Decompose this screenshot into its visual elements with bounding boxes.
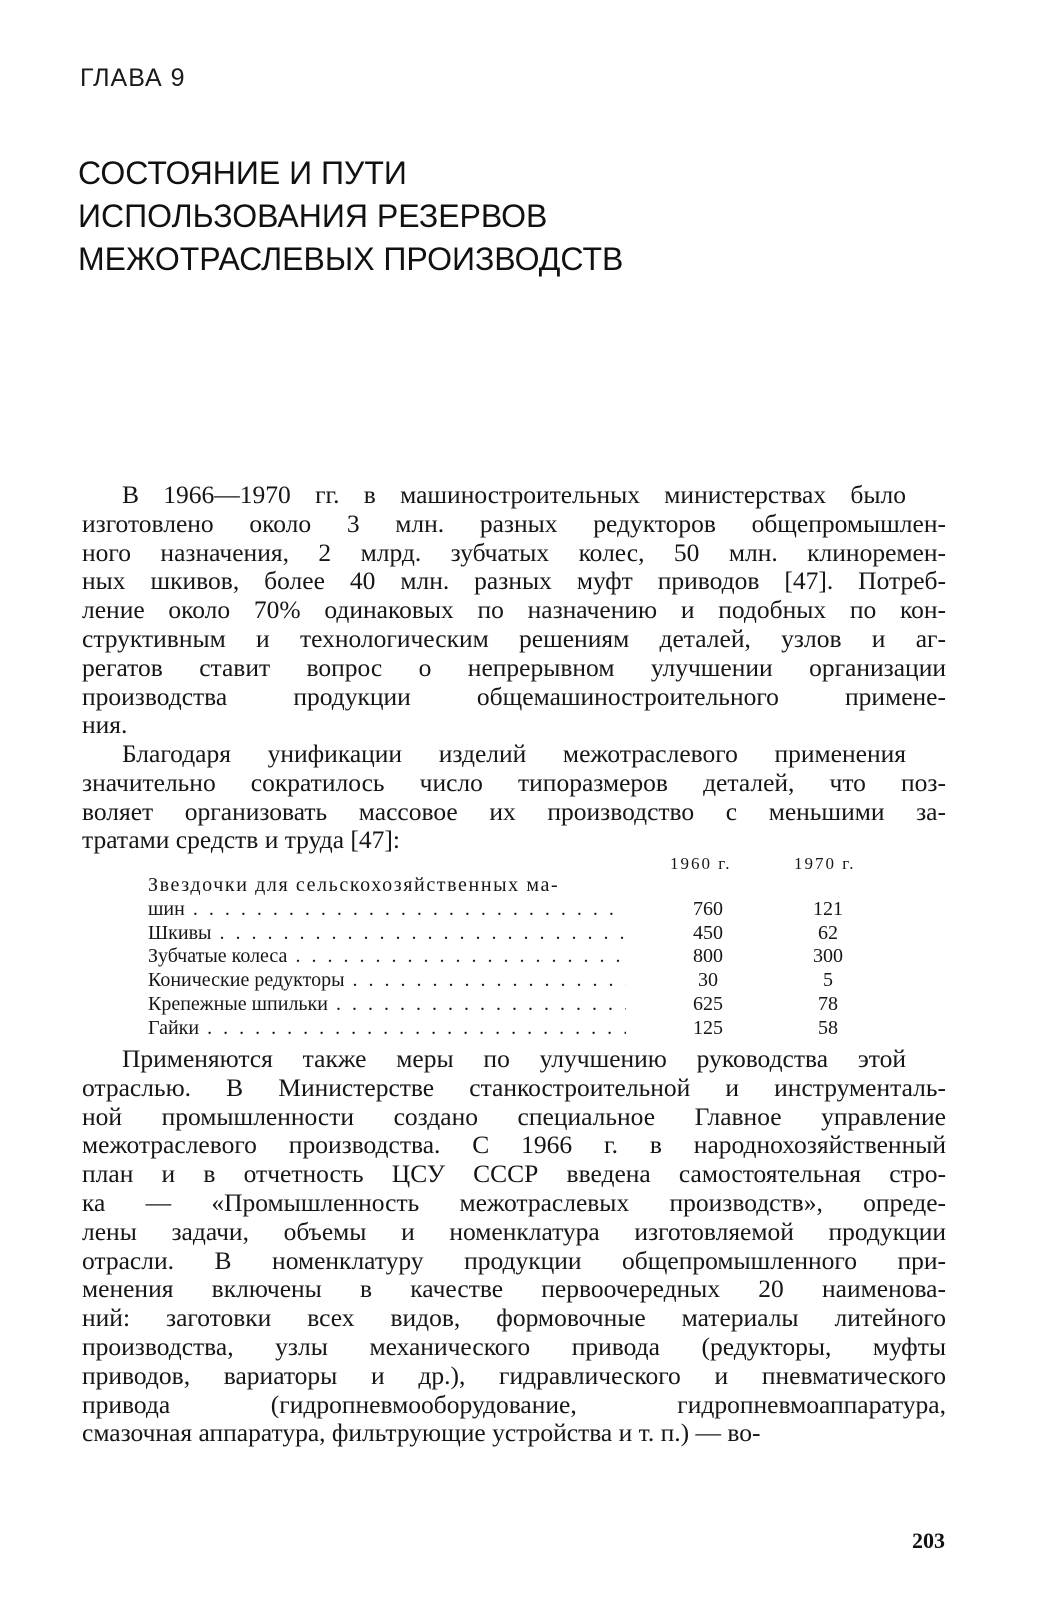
paragraph-line: ной промышленности создано специальное Главное управление xyxy=(82,1101,946,1131)
row-label: Конические редукторы . . . xyxy=(148,969,626,993)
cell-1960: 760 xyxy=(693,897,723,920)
paragraph-line: привода (гидропневмооборудование, гидропневмоаппаратура, xyxy=(82,1389,946,1419)
chapter-title xyxy=(78,152,623,281)
paragraph-line: Благодаря унификации изделий межотраслевого применения xyxy=(122,739,906,768)
paragraph-line: приводов, вариаторы и др.), гидравлического и пневматического xyxy=(82,1360,946,1390)
cell-1960: 30 xyxy=(698,969,718,992)
chapter-title-line: ИСПОЛЬЗОВАНИЯ РЕЗЕРВОВ xyxy=(78,198,548,234)
row-label: Звездочки для сельскохозяйственных ма- xyxy=(148,874,560,896)
paragraph-line: ния. xyxy=(82,710,128,740)
paragraph-line: воляет организовать массовое их производство с меньшими за- xyxy=(82,796,946,826)
cell-1960: 125 xyxy=(693,1016,723,1039)
paragraph-line: значительно сократилось число типоразмеров деталей, что поз- xyxy=(82,767,946,797)
paragraph-unification xyxy=(82,740,946,855)
paragraph-line: межотраслевого производства. С 1966 г. в народнохозяйственный xyxy=(82,1130,946,1160)
paragraph-line: отраслью. В Министерстве станкостроительной и инструменталь- xyxy=(82,1072,946,1102)
table-row xyxy=(148,898,878,922)
paragraph-line: лены задачи, объемы и номенклатура изготовляемой продукции xyxy=(82,1216,946,1246)
cell-1960: 800 xyxy=(693,945,723,968)
paragraph-line: план и в отчетность ЦСУ СССР введена самостоятельная стро- xyxy=(82,1159,946,1189)
table-row xyxy=(148,922,878,946)
paragraph-line: менения включены в качестве первоочередных 20 наименова- xyxy=(82,1274,946,1304)
cell-1970: 300 xyxy=(813,945,843,968)
table-row xyxy=(148,945,878,969)
row-label: Гайки . . . xyxy=(148,1017,626,1041)
cell-1970: 62 xyxy=(818,921,838,944)
paragraph-line: В 1966—1970 гг. в машиностроительных министерствах было xyxy=(122,480,906,509)
paragraph-line: изготовлено около 3 млн. разных редукторов общепромышлен- xyxy=(82,508,946,538)
paragraph-line: Применяются также меры по улучшению руководства этой xyxy=(122,1044,906,1073)
paragraph-line: смазочная аппаратура, фильтрующие устройства и т. п.) — во- xyxy=(82,1418,761,1448)
table-header-row xyxy=(148,852,878,874)
paragraph-line: ление около 70% одинаковых по назначению и подобных по кон- xyxy=(82,595,946,625)
paragraph-line: регатов ставит вопрос о непрерывном улучшении организации xyxy=(82,652,946,682)
typesize-table xyxy=(148,852,878,1041)
table-row xyxy=(148,1017,878,1041)
table-row xyxy=(148,993,878,1017)
paragraph-line: отрасли. В номенклатуру продукции общепромышленного при- xyxy=(82,1245,946,1275)
cell-1960: 625 xyxy=(693,992,723,1015)
cell-1970: 5 xyxy=(823,969,833,992)
paragraph-management-measures xyxy=(82,1045,946,1448)
row-label: Крепежные шпильки . . . xyxy=(148,993,626,1017)
cell-1970: 58 xyxy=(818,1016,838,1039)
column-header-1960: 1960 г. xyxy=(670,854,732,873)
page-number: 203 xyxy=(912,1528,945,1553)
paragraph-line: производства продукции общемашиностроительного примене- xyxy=(82,681,946,711)
paragraph-line: структивным и технологическим решениям деталей, узлов и аг- xyxy=(82,623,946,653)
row-label: шин . . . xyxy=(148,898,626,922)
paragraph-line: ных шкивов, более 40 млн. разных муфт приводов [47]. Потреб- xyxy=(82,566,946,596)
table-row xyxy=(148,969,878,993)
paragraph-line: ка — «Промышленность межотраслевых производств», опреде- xyxy=(82,1187,946,1217)
paragraph-line: ного назначения, 2 млрд. зубчатых колес, 50 млн. клиноремен- xyxy=(82,537,946,567)
chapter-title-line: МЕЖОТРАСЛЕВЫХ ПРОИЗВОДСТВ xyxy=(78,241,624,277)
paragraph-production-volumes xyxy=(82,481,946,740)
paragraph-line: ний: заготовки всех видов, формовочные материалы литейного xyxy=(82,1303,946,1333)
cell-1970: 78 xyxy=(818,992,838,1015)
column-header-1970: 1970 г. xyxy=(794,854,856,873)
cell-1960: 450 xyxy=(693,921,723,944)
row-label: Шкивы . . . xyxy=(148,922,626,946)
chapter-title-line: СОСТОЯНИЕ И ПУТИ xyxy=(78,155,407,191)
cell-1970: 121 xyxy=(813,897,843,920)
paragraph-line: тратами средств и труда [47]: xyxy=(82,825,400,855)
table-row xyxy=(148,874,878,898)
row-label: Зубчатые колеса . . . xyxy=(148,945,626,969)
chapter-label: ГЛАВА 9 xyxy=(80,64,186,92)
paragraph-line: производства, узлы механического привода (редукторы, муфты xyxy=(82,1331,946,1361)
